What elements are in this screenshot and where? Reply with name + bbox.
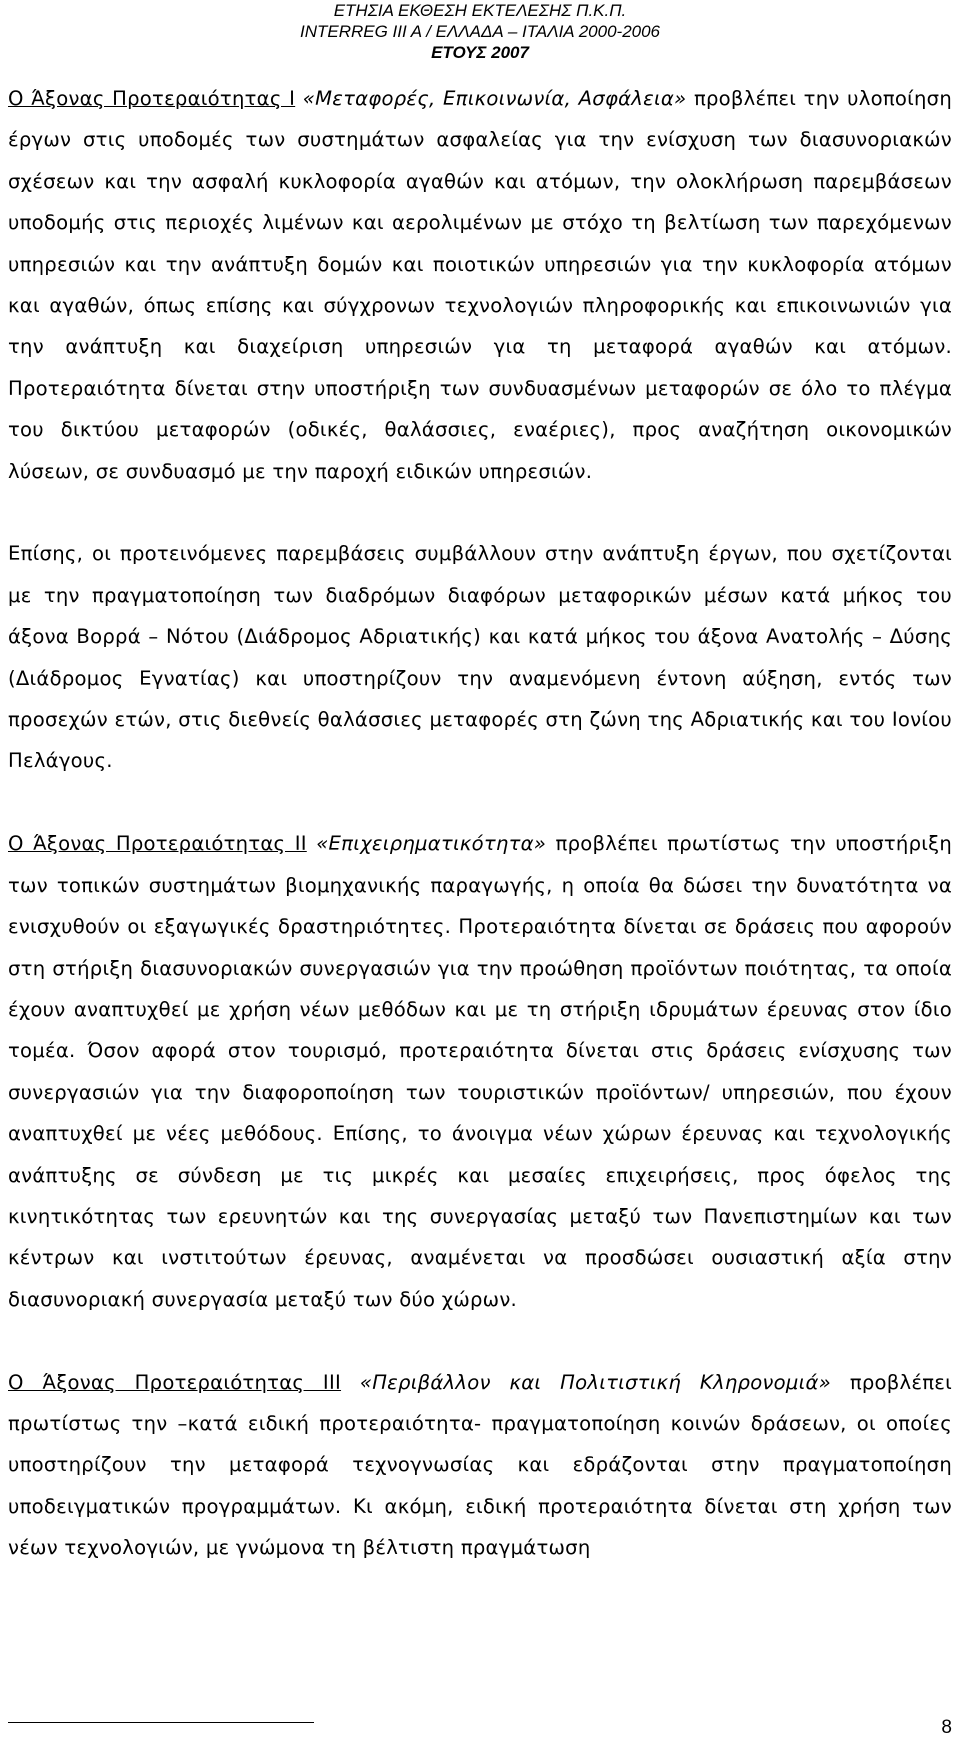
paragraph-axis-2 — [8, 823, 952, 1320]
footer-divider — [8, 1722, 314, 1723]
axis-1-label: Ο Άξονας Προτεραιότητας Ι — [8, 87, 296, 110]
report-title: ΕΤΗΣΙΑ ΕΚΘΕΣΗ ΕΚΤΕΛΕΣΗΣ Π.Κ.Π. — [333, 1, 627, 20]
axis-2-label: Ο Άξονας Προτεραιότητας ΙΙ — [8, 832, 307, 856]
axis-3-title: «Περιβάλλον και Πολιτιστική Κληρονομιά» — [359, 1370, 831, 1394]
document-header — [0, 0, 960, 63]
paragraph-axis-1 — [8, 78, 952, 492]
paragraph-axis-3 — [8, 1362, 952, 1569]
axis-3-label: Ο Άξονας Προτεραιότητας ΙΙΙ — [8, 1370, 342, 1394]
axis-1-text: προβλέπει την υλοποίηση έργων στις υποδομές των συστημάτων ασφαλείας για την ενίσχυση των διασυνοριακών σχέσεων και την ασφαλή κυκλοφορία αγαθών και ατόμων, την ολοκλήρωση παρεμβάσεων υποδομής στις περιοχές λιμένων και αερολιμένων με στόχο τη βελτίωση των παρεχόμενων υπηρεσιών και την ανάπτυξη δομών και ποιοτικών υπηρεσιών για την κυκλοφορία ατόμων και αγαθών, όπως επίσης και σύγχρονων τεχνολογιών πληροφορικής και επικοινωνιών για την ανάπτυξη και διαχείριση υπηρεσιών για τη μεταφορά αγαθών και ατόμων. Προτεραιότητα δίνεται στην υποστήριξη των συνδυασμένων μεταφορών σε όλο το πλέγμα του δικτύου μεταφορών (οδικές, θαλάσσιες, εναέριες), προς αναζήτηση οικονομικών λύσεων, σε συνδυασμό με την παροχή ειδικών υπηρεσιών. — [8, 87, 952, 483]
report-year: ΕΤΟΥΣ 2007 — [431, 43, 529, 62]
paragraph-corridors — [8, 533, 952, 781]
axis-3-text: προβλέπει πρωτίστως την –κατά ειδική προτεραιότητα- πραγματοποίηση κοινών δράσεων, οι οποίες υποστηρίζουν την μεταφορά τεχνογνωσίας και εδράζονται στην πραγματοποίηση υποδειγματικών προγραμμάτων. Κι ακόμη, ειδική προτεραιότητα δίνεται στη χρήση των νέων τεχνολογιών, με γνώμονα τη βέλτιστη πραγμάτωση — [8, 1370, 952, 1560]
document-body — [8, 78, 952, 1569]
page-number: 8 — [941, 1717, 952, 1738]
corridors-text: Επίσης, οι προτεινόμενες παρεμβάσεις συμβάλλουν στην ανάπτυξη έργων, που σχετίζονται με την πραγματοποίηση των διαδρόμων διαφόρων μεταφορικών μέσων κατά μήκος του άξονα Βορρά – Νότου (Διάδρομος Αδριατικής) και κατά μήκος του άξονα Ανατολής – Δύσης (Διάδρομος Εγνατίας) και υποστηρίζουν την αναμενόμενη έντονη αύξηση, εντός των προσεχών ετών, στις διεθνείς θαλάσσιες μεταφορές στη ζώνη της Αδριατικής και του Ιονίου Πελάγους. — [8, 542, 952, 773]
axis-1-title: «Μεταφορές, Επικοινωνία, Ασφάλεια» — [302, 87, 687, 110]
axis-2-text: προβλέπει πρωτίστως την υποστήριξη των τοπικών συστημάτων βιομηχανικής παραγωγής, η οποία θα δώσει την δυνατότητα να ενισχυθούν οι εξαγωγικές δραστηριότητες. Προτεραιότητα δίνεται σε δράσεις που αφορούν στη στήριξη διασυνοριακών συνεργασιών για την προώθηση προϊόντων ποιότητας, τα οποία έχουν αναπτυχθεί με χρήση νέων μεθόδων και με τη στήριξη ιδρυμάτων έρευνας στον ίδιο τομέα. Όσον αφορά στον τουρισμό, προτεραιότητα δίνεται στις δράσεις ενίσχυσης των συνεργασιών για την διαφοροποίηση των τουριστικών προϊόντων/ υπηρεσιών, που έχουν αναπτυχθεί με νέες μεθόδους. Επίσης, το άνοιγμα νέων χώρων έρευνας και τεχνολογικής ανάπτυξης σε σύνδεση με τις μικρές και μεσαίες επιχειρήσεις, προς όφελος της κινητικότητας των ερευνητών και της συνεργασίας μεταξύ των Πανεπιστημίων και των κέντρων και ινστιτούτων έρευνας, αναμένεται να προσδώσει ουσιαστική αξία στην διασυνοριακή συνεργασία μεταξύ των δύο χώρων. — [8, 832, 952, 1311]
programme-title: INTERREG III A / ΕΛΛΑΔΑ – ΙΤΑΛΙΑ 2000-2006 — [299, 22, 661, 41]
axis-2-title: «Επιχειρηματικότητα» — [316, 832, 547, 856]
